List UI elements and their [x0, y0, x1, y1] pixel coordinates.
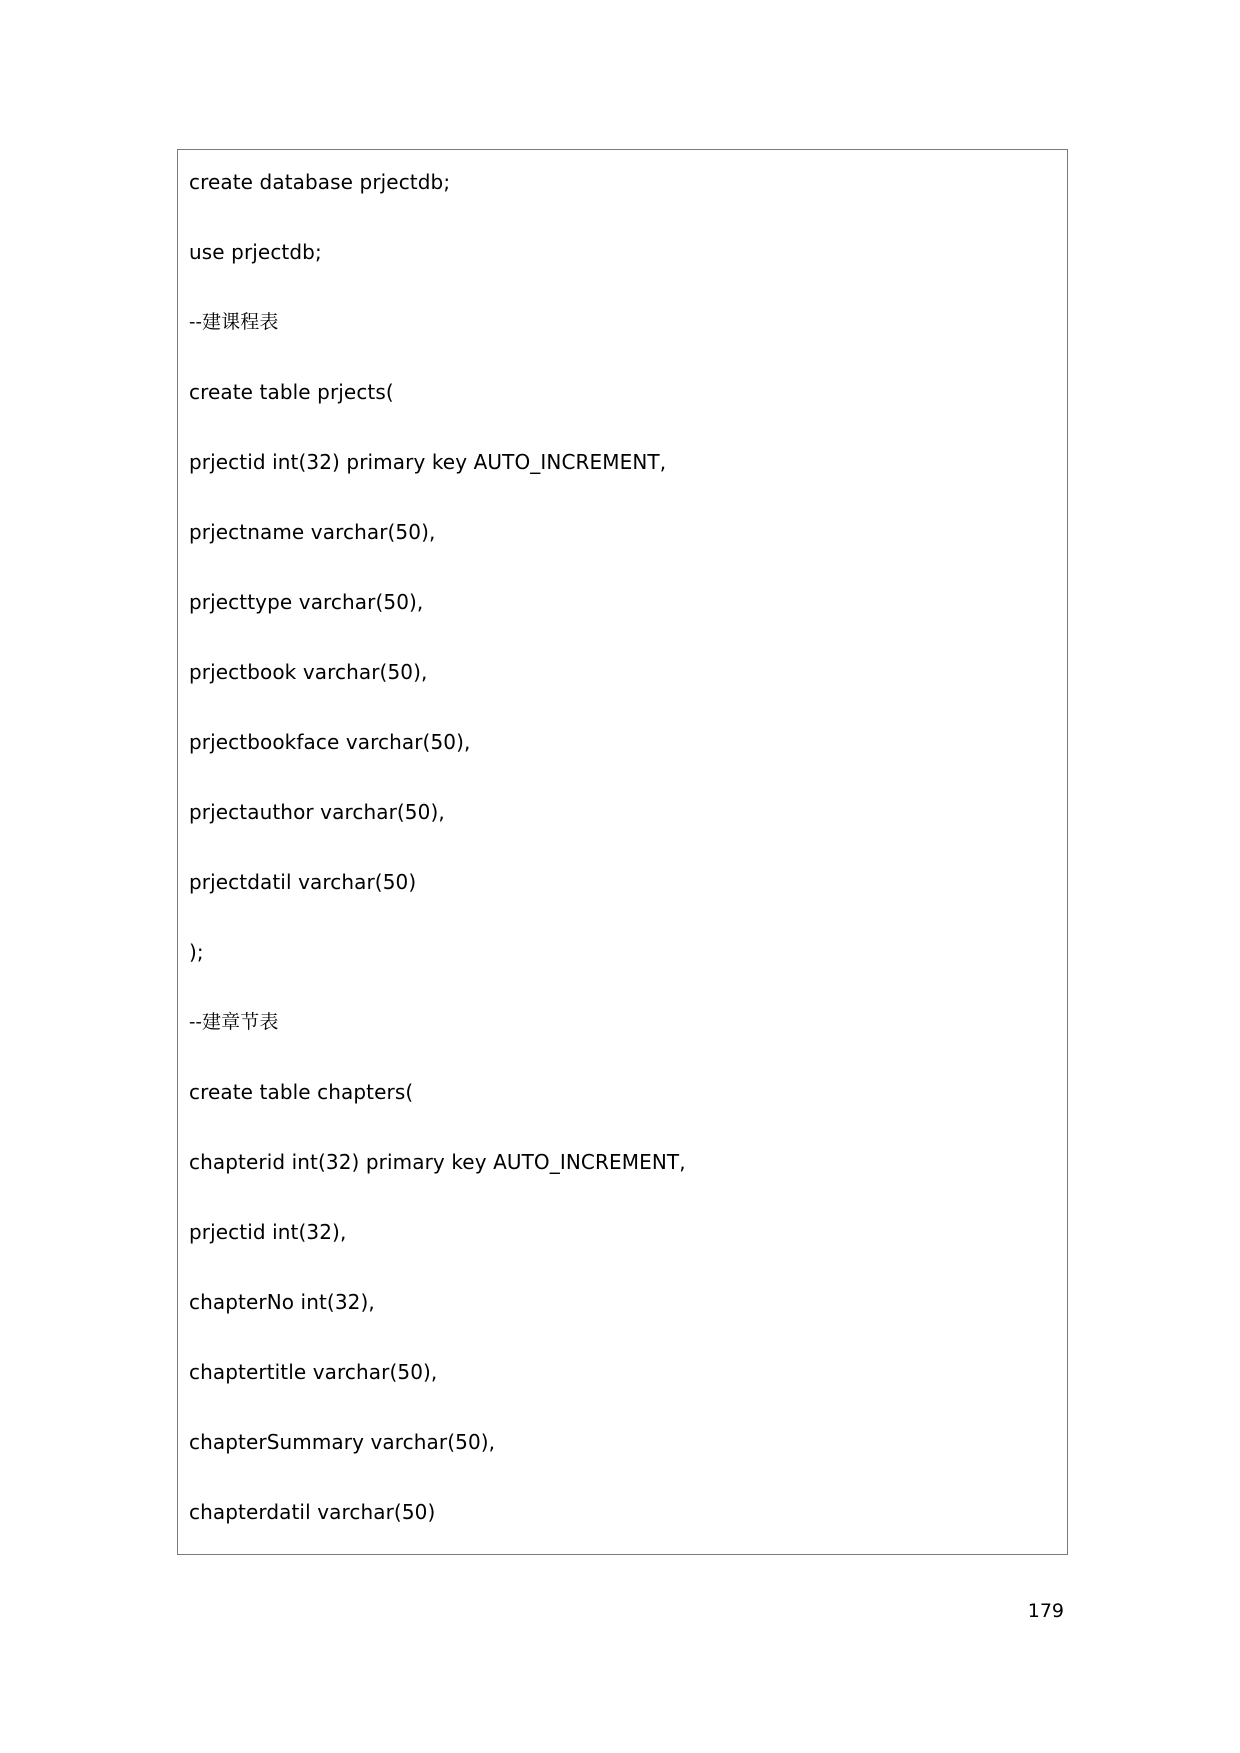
code-block — [177, 149, 1068, 1555]
code-line: chapterSummary varchar(50), — [189, 1430, 496, 1454]
code-line: chapterNo int(32), — [189, 1290, 375, 1314]
page-number: 179 — [1027, 1600, 1064, 1622]
code-line: prjectauthor varchar(50), — [189, 800, 445, 824]
code-line: ); — [189, 940, 204, 964]
code-line: chapterid int(32) primary key AUTO_INCREMENT, — [189, 1150, 686, 1174]
code-line: prjectid int(32) primary key AUTO_INCREMENT, — [189, 450, 667, 474]
code-line: chapterdatil varchar(50) — [189, 1500, 436, 1524]
code-line: chaptertitle varchar(50), — [189, 1360, 438, 1384]
code-line: prjectbook varchar(50), — [189, 660, 428, 684]
code-line: use prjectdb; — [189, 240, 322, 264]
code-line: create table chapters( — [189, 1080, 414, 1104]
code-line: prjecttype varchar(50), — [189, 590, 424, 614]
code-line: prjectid int(32), — [189, 1220, 347, 1244]
code-line: prjectbookface varchar(50), — [189, 730, 471, 754]
code-line: prjectdatil varchar(50) — [189, 870, 417, 894]
code-line: prjectname varchar(50), — [189, 520, 436, 544]
code-comment: --建课程表 — [189, 311, 279, 333]
code-comment: --建章节表 — [189, 1011, 279, 1033]
code-line: create table prjects( — [189, 380, 394, 404]
code-line: create database prjectdb; — [189, 170, 451, 194]
